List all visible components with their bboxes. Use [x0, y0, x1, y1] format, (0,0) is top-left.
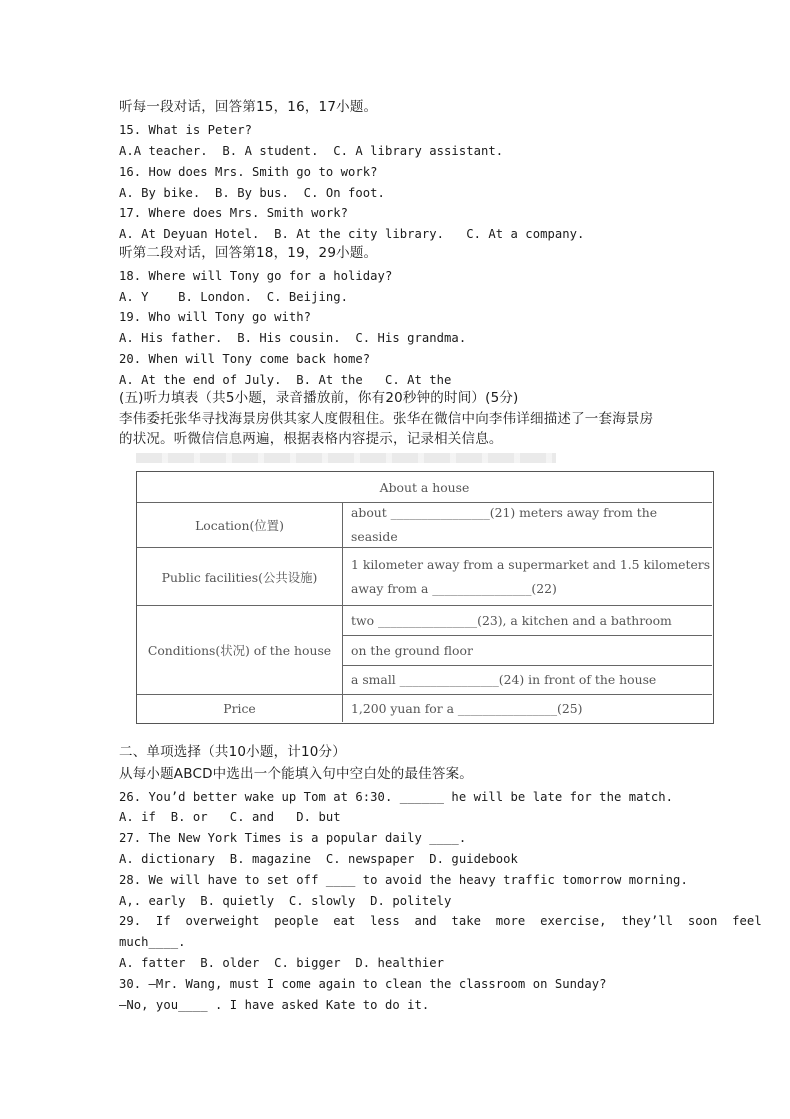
question-18-options: A. Y B. London. C. Beijing.: [119, 290, 349, 304]
price-value: 1,200 yuan for a ________________(25): [351, 701, 583, 716]
question-19-options: A. His father. B. His cousin. C. His grandma.: [119, 331, 467, 345]
conditions-value-1: two ________________(23), a kitchen and a bathroom: [351, 613, 672, 628]
part-two-heading: 二、单项选择（共10小题，计10分）: [119, 744, 346, 760]
question-17-options: A. At Deyuan Hotel. B. At the city library. C. At a company.: [119, 227, 585, 241]
question-16-options: A. By bike. B. By bus. C. On foot.: [119, 186, 385, 200]
blurred-text-fragment: [136, 453, 556, 463]
conditions-value-2: on the ground floor: [351, 643, 473, 658]
question-20-options: A. At the end of July. B. At the C. At the: [119, 373, 452, 387]
question-19: 19. Who will Tony go with?: [119, 310, 312, 324]
question-29-line-2: much____.: [119, 935, 186, 949]
public-facilities-value-line-2: away from a ________________(22): [351, 581, 557, 596]
question-16: 16. How does Mrs. Smith go to work?: [119, 165, 378, 179]
question-28: 28. We will have to set off ____ to avoid the heavy traffic tomorrow morning.: [119, 873, 688, 887]
question-29-options: A. fatter B. older C. bigger D. healthier: [119, 956, 445, 970]
question-26-options: A. if B. or C. and D. but: [119, 810, 341, 824]
price-label: Price: [223, 701, 256, 716]
section-5-description-line-1: 李伟委托张华寻找海景房供其家人度假租住。张华在微信中向李伟详细描述了一套海景房: [119, 411, 654, 427]
location-value-line-2: seaside: [351, 529, 398, 544]
public-facilities-label: Public facilities(公共设施): [161, 569, 318, 585]
question-30-reply: —No, you____ . I have asked Kate to do it.: [119, 998, 430, 1012]
house-info-table: [136, 471, 714, 724]
question-18: 18. Where will Tony go for a holiday?: [119, 269, 393, 283]
question-15: 15. What is Peter?: [119, 123, 252, 137]
location-label: Location(位置): [195, 518, 284, 533]
part-two-instruction: 从每小题ABCD中选出一个能填入句中空白处的最佳答案。: [119, 766, 473, 782]
section-5-description-line-2: 的状况。听微信信息两遍，根据表格内容提示，记录相关信息。: [119, 431, 503, 447]
listening-instruction-2: 听第二段对话，回答第18，19，29小题。: [119, 245, 378, 261]
question-27-options: A. dictionary B. magazine C. newspaper D. guidebook: [119, 852, 518, 866]
section-5-heading: (五)听力填表（共5小题，录音播放前，你有20秒钟的时间）(5分): [119, 390, 519, 406]
question-30: 30. —Mr. Wang, must I come again to clean the classroom on Sunday?: [119, 977, 607, 991]
conditions-label: Conditions(状况) of the house: [147, 643, 332, 658]
question-17: 17. Where does Mrs. Smith work?: [119, 206, 349, 220]
table-column-rule: [342, 502, 343, 722]
question-29-line-1: 29. If overweight people eat less and take more exercise, they’ll soon feel: [119, 914, 762, 928]
question-27: 27. The New York Times is a popular daily ____.: [119, 831, 467, 845]
table-rule: [342, 635, 712, 636]
table-title: About a house: [379, 479, 470, 495]
location-value-line-1: about ________________(21) meters away from the: [351, 505, 658, 520]
conditions-value-3: a small ________________(24) in front of the house: [351, 672, 657, 687]
listening-instruction-1: 听每一段对话，回答第15，16，17小题。: [119, 99, 378, 115]
question-26: 26. You’d better wake up Tom at 6:30. ______ he will be late for the match.: [119, 790, 674, 804]
public-facilities-value-line-1: 1 kilometer away from a supermarket and 1.5 kilometers: [351, 557, 711, 572]
question-28-options: A,. early B. quietly C. slowly D. politely: [119, 894, 452, 908]
question-20: 20. When will Tony come back home?: [119, 352, 371, 366]
table-rule: [342, 665, 712, 666]
question-15-options: A.A teacher. B. A student. C. A library assistant.: [119, 144, 504, 158]
